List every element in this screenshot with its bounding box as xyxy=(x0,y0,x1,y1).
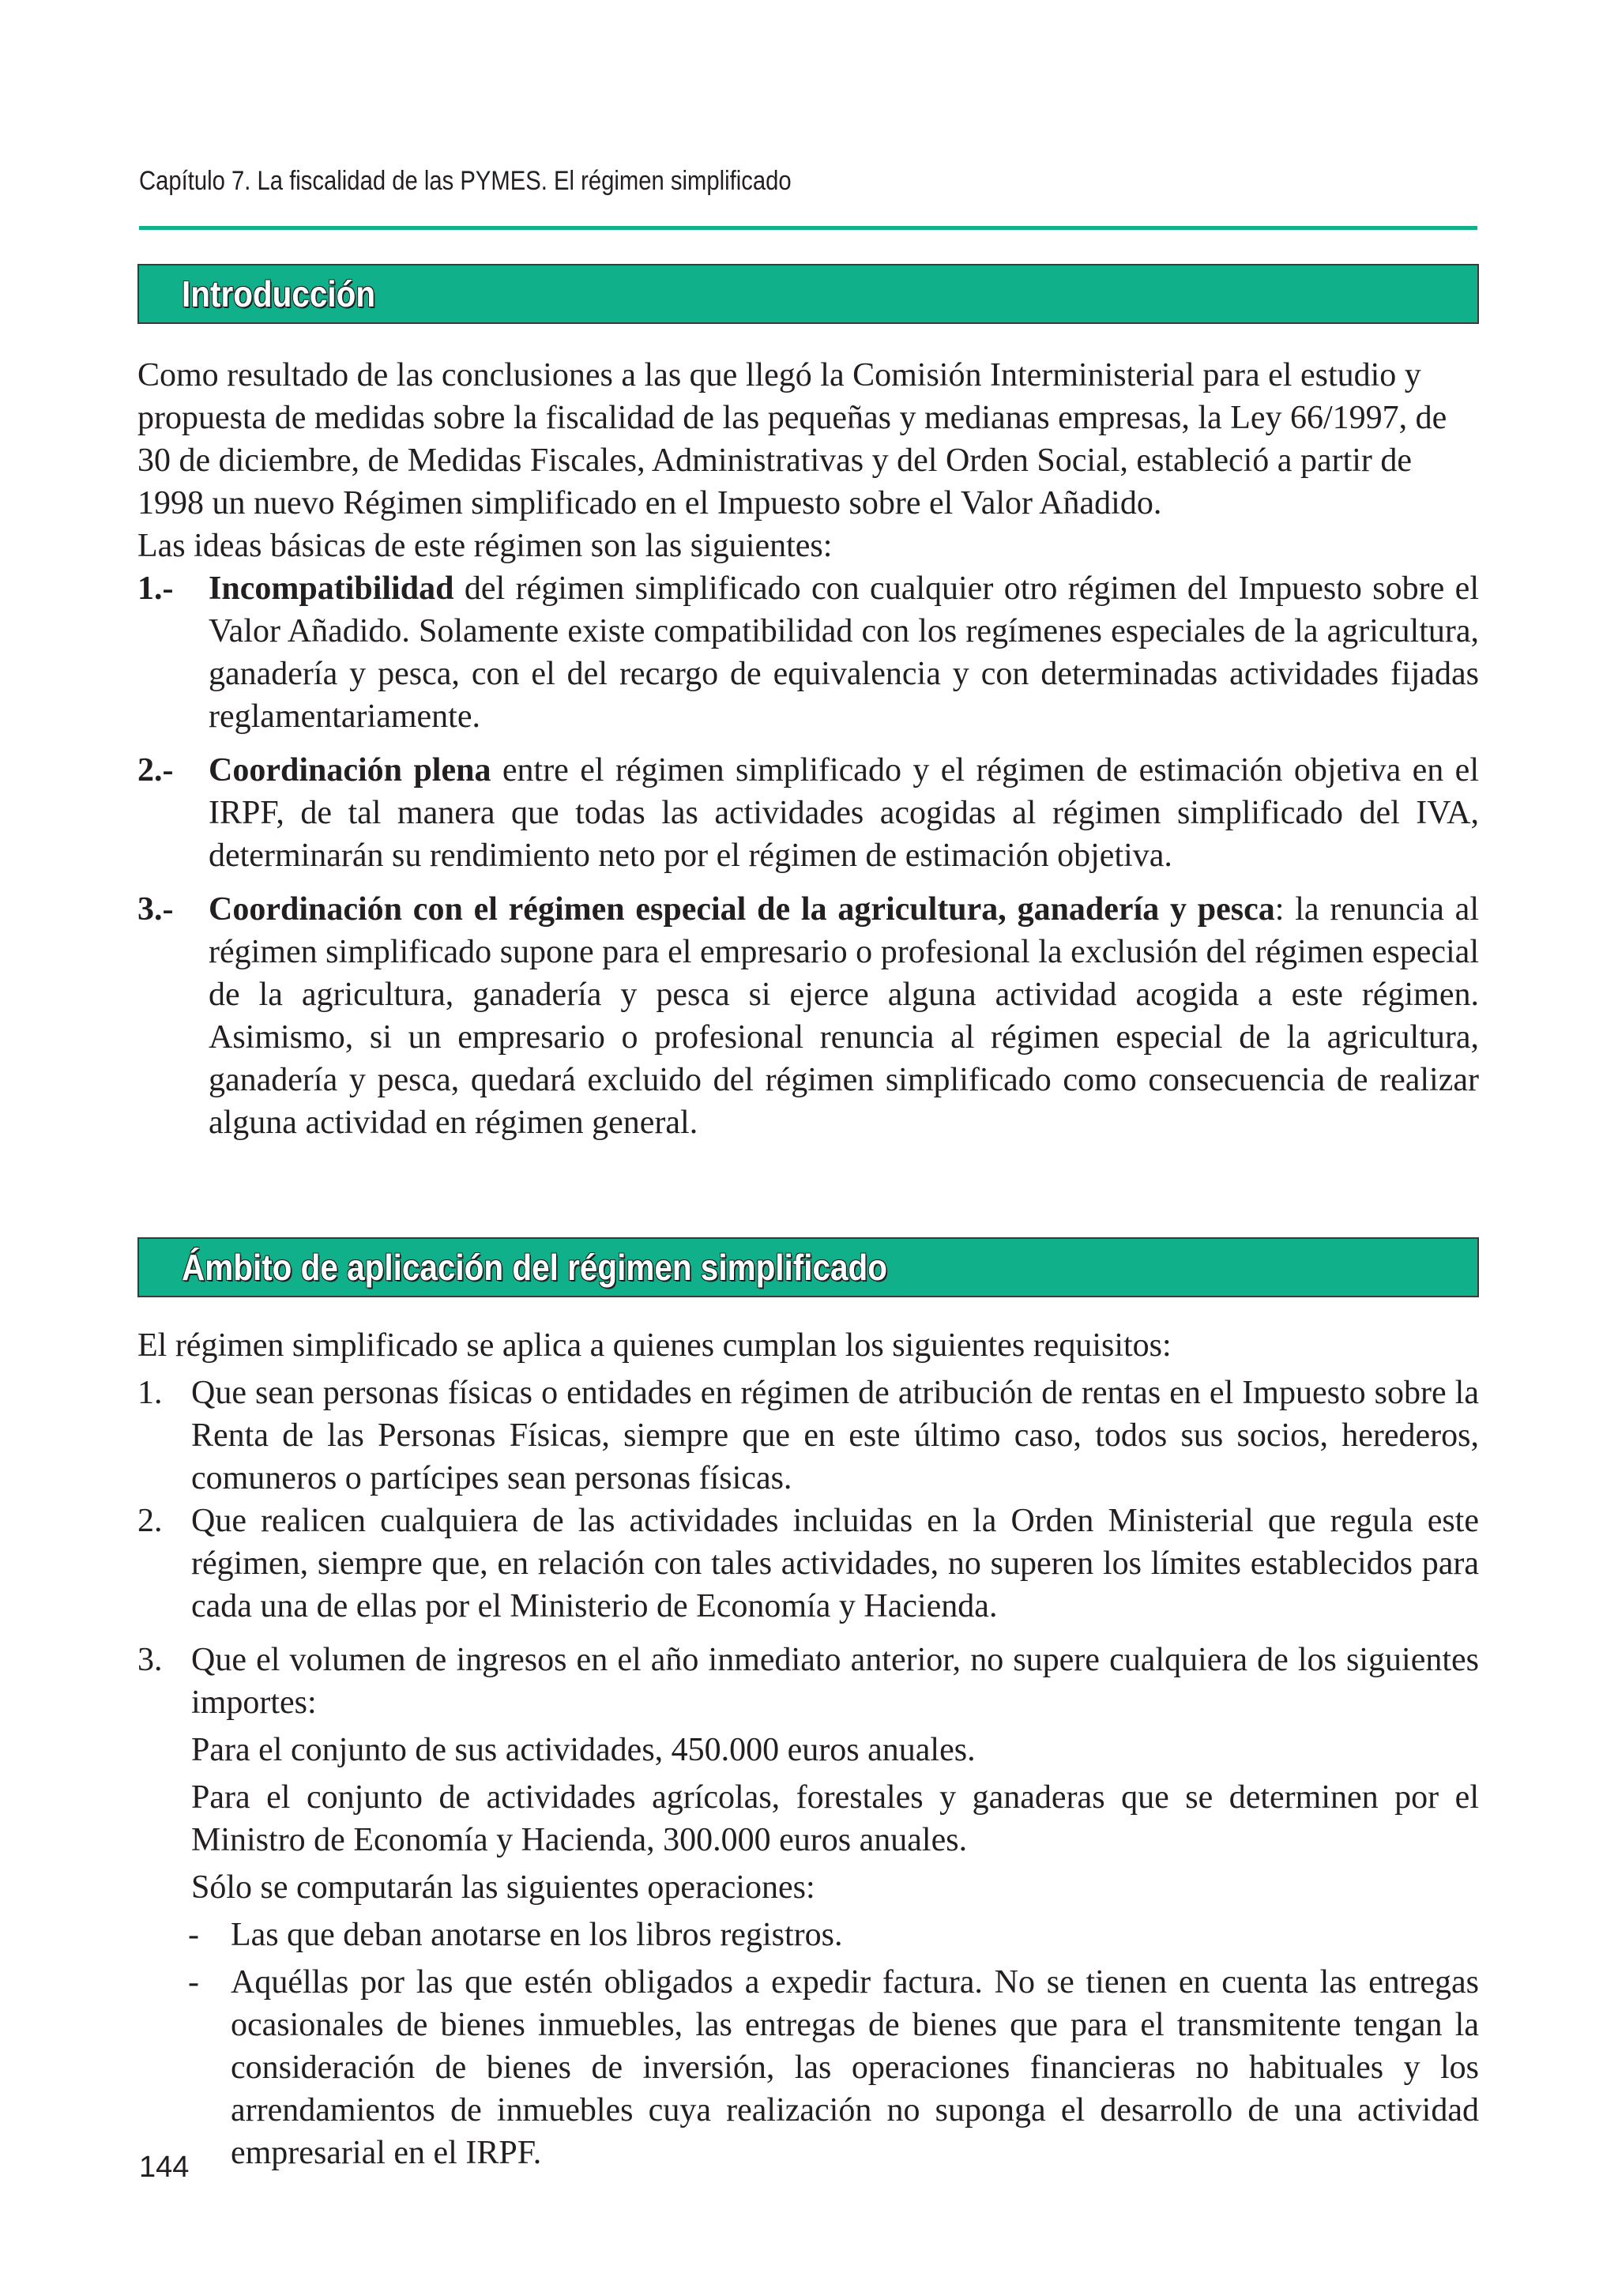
item-number: 3. xyxy=(137,1642,163,1678)
list-item xyxy=(137,567,1479,738)
header-rule xyxy=(139,226,1477,230)
running-header: Capítulo 7. La fiscalidad de las PYMES. El régimen simplificado xyxy=(139,166,792,196)
section-heading-bar xyxy=(137,264,1479,324)
lead-paragraph: El régimen simplificado se aplica a quienes cumplan los siguientes requisitos: xyxy=(137,1327,1172,1364)
item-text: del régimen simplificado con cualquier otro régimen del Impuesto sobre el Valor Añadido. Solamente existe compatibilidad con los regímenes especiales de la agricultura, ganadería y pesca, con el del recargo de equivalencia y con determinadas actividades fijadas reglamentariamente. xyxy=(209,570,1479,735)
item-number: 2.- xyxy=(137,752,174,789)
item-text: entre el régimen simplificado y el régimen de estimación objetiva en el IRPF, de tal manera que todas las actividades acogidas al régimen simplificado del IVA, determinarán su rendimiento neto por el régimen de estimación objetiva. xyxy=(209,752,1479,874)
dash-item xyxy=(137,1914,1479,1956)
item-text: : la renuncia al régimen simplificado supone para el empresario o profesional la exclusión del régimen especial de la agricultura, ganadería y pesca si ejerce alguna actividad acogida a este régimen. Asimismo, si un empresario o profesional renuncia al régimen especial de la agricultura, ganadería y pesca, quedará excluido del régimen simplificado como consecuencia de realizar alguna actividad en régimen general. xyxy=(209,891,1479,1141)
list-item xyxy=(137,1372,1479,1500)
item-text: Que realicen cualquiera de las actividades incluidas en la Orden Ministerial que regula este régimen, siempre que, en relación con tales actividades, no superen los límites establecidos para cada una de ellas por el Ministerio de Economía y Hacienda. xyxy=(191,1503,1479,1624)
lead-paragraph: Las ideas básicas de este régimen son las siguientes: xyxy=(137,528,833,564)
list-item xyxy=(137,1500,1479,1628)
section-heading-bar xyxy=(137,1237,1479,1297)
list-item xyxy=(137,888,1479,1144)
item-text: Que el volumen de ingresos en el año inmediato anterior, no supere cualquiera de los siguientes importes: xyxy=(191,1642,1479,1721)
dash-marker: - xyxy=(188,1964,199,2001)
section-body xyxy=(137,354,1479,1144)
item-bold-term: Coordinación con el régimen especial de la agricultura, ganadería y pesca xyxy=(209,891,1275,928)
item-number: 1. xyxy=(137,1375,163,1411)
section-title: Ámbito de aplicación del régimen simplificado xyxy=(182,1247,887,1288)
item-number: 3.- xyxy=(137,891,174,928)
dash-text: Las que deban anotarse en los libros registros. xyxy=(231,1917,843,1953)
sub-paragraph: Sólo se computarán las siguientes operaciones: xyxy=(191,1869,815,1906)
item-number: 2. xyxy=(137,1503,163,1539)
page-number: 144 xyxy=(139,2151,190,2184)
list-item xyxy=(137,1639,1479,1724)
item-number: 1.- xyxy=(137,570,174,607)
item-bold-term: Incompatibilidad xyxy=(209,570,454,607)
item-text: Que sean personas físicas o entidades en régimen de atribución de rentas en el Impuesto sobre la Renta de las Personas Físicas, siempre que en este último caso, todos sus socios, herederos, comuneros o partícipes sean personas físicas. xyxy=(191,1375,1479,1496)
dash-text: Aquéllas por las que estén obligados a expedir factura. No se tienen en cuenta las entregas ocasionales de bienes inmuebles, las entregas de bienes que para el transmitente tengan la consideración de bienes de inversión, las operaciones financieras no habituales y los arrendamientos de inmuebles cuya realización no suponga el desarrollo de una actividad empresarial en el IRPF. xyxy=(231,1964,1479,2171)
dash-marker: - xyxy=(188,1917,199,1953)
item-bold-term: Coordinación plena xyxy=(209,752,491,789)
intro-paragraph: Como resultado de las conclusiones a las que llegó la Comisión Interministerial para el estudio y propuesta de medidas sobre la fiscalidad de las pequeñas y medianas empresas, la Ley 66/1997, de 30 de diciembre, de Medidas Fiscales, Administrativas y del Orden Social, estableció a partir de 1998 un nuevo Régimen simplificado en el Impuesto sobre el Valor Añadido. xyxy=(137,357,1447,521)
section-body xyxy=(137,1324,1479,2174)
dash-item xyxy=(137,1961,1479,2174)
sub-paragraph: Para el conjunto de sus actividades, 450.000 euros anuales. xyxy=(191,1732,976,1768)
numbered-list xyxy=(137,567,1479,1144)
list-item xyxy=(137,749,1479,877)
sub-paragraph: Para el conjunto de actividades agrícolas, forestales y ganaderas que se determinen por el Ministro de Economía y Hacienda, 300.000 euros anuales. xyxy=(191,1779,1479,1858)
section-title: Introducción xyxy=(182,273,376,314)
